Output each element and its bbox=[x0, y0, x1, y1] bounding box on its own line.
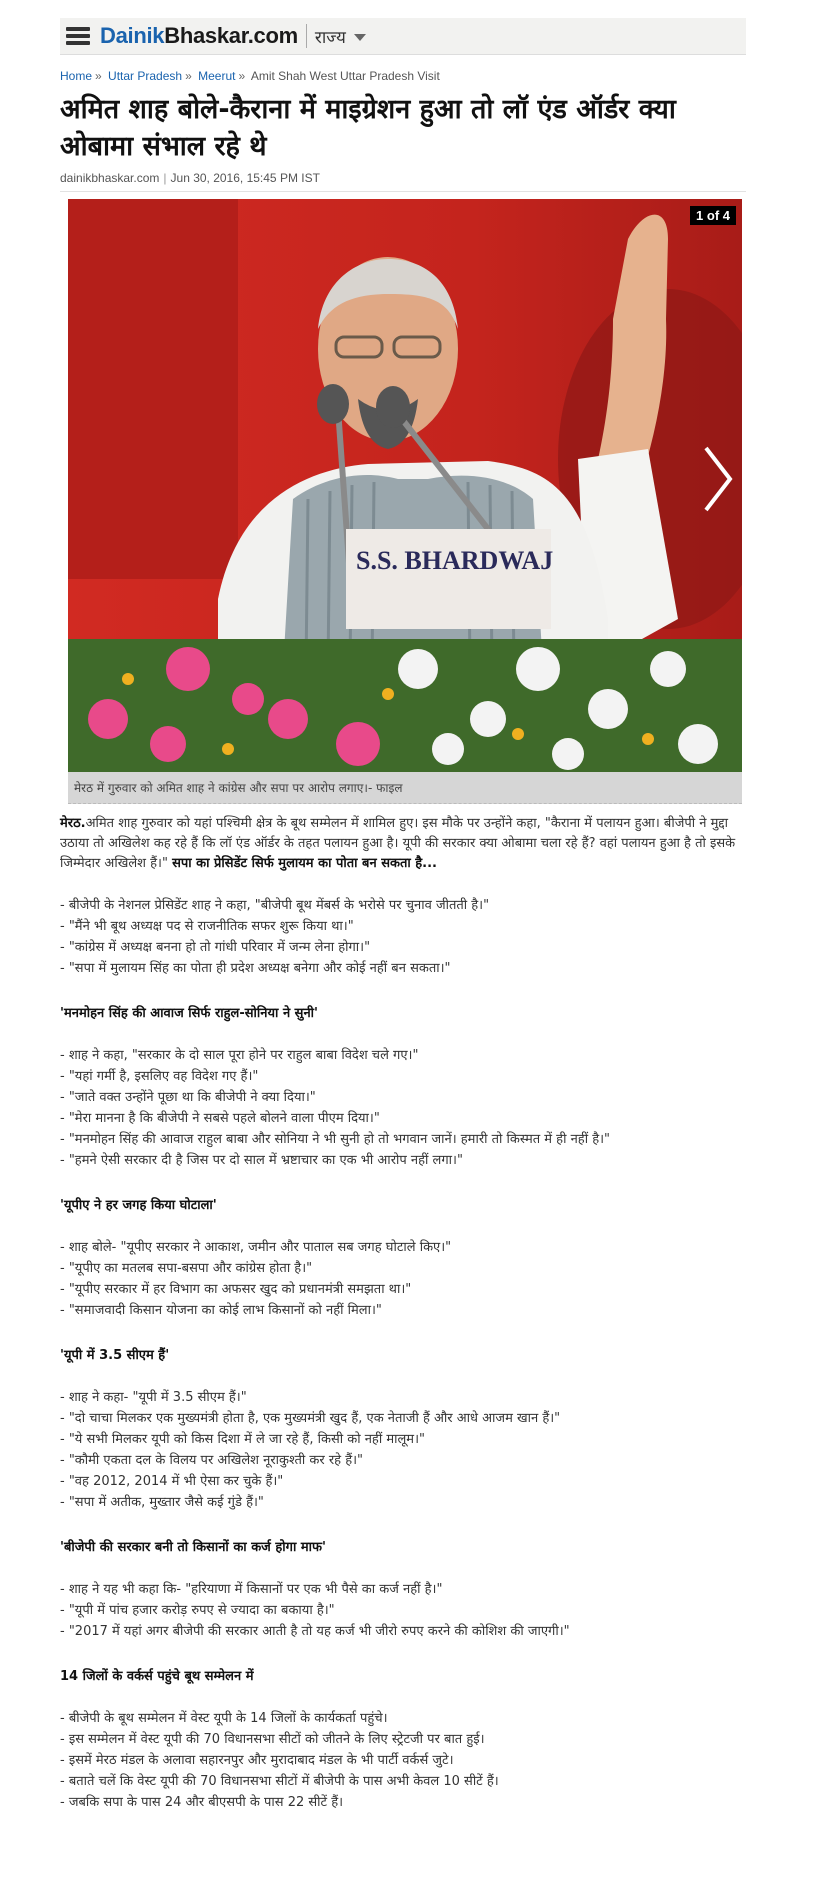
list-item: - "यूपीए सरकार में हर विभाग का अफसर खुद को प्रधानमंत्री समझता था।" bbox=[60, 1279, 746, 1300]
section-points bbox=[60, 1045, 746, 1171]
image-counter: 1 of 4 bbox=[690, 206, 736, 225]
list-item: - "कौमी एकता दल के विलय पर अखिलेश नूराकुश्ती कर रहे हैं।" bbox=[60, 1450, 746, 1471]
section-points bbox=[60, 1387, 746, 1513]
section-points bbox=[60, 1579, 746, 1642]
article-date: Jun 30, 2016, 15:45 PM IST bbox=[170, 171, 320, 185]
list-item: - बताते चलें कि वेस्ट यूपी की 70 विधानसभा सीटों में बीजेपी के पास अभी केवल 10 सीटें हैं। bbox=[60, 1771, 746, 1792]
photo-caption: मेरठ में गुरुवार को अमित शाह ने कांग्रेस और सपा पर आरोप लगाए।- फाइल bbox=[68, 772, 742, 804]
article-title: अमित शाह बोले-कैराना में माइग्रेशन हुआ तो लॉ एंड ऑर्डर क्या ओबामा संभाल रहे थे bbox=[60, 94, 676, 162]
section-heading: 'यूपी में 3.5 सीएम हैं' bbox=[60, 1348, 170, 1363]
list-item: - "मेरा मानना है कि बीजेपी ने सबसे पहले बोलने वाला पीएम दिया।" bbox=[60, 1108, 746, 1129]
list-item: - "दो चाचा मिलकर एक मुख्यमंत्री होता है, एक मुख्यमंत्री खुद हैं, एक नेताजी हैं और आधे आजम खान हैं।" bbox=[60, 1408, 746, 1429]
article-meta: dainikbhaskar.com | Jun 30, 2016, 15:45 PM IST bbox=[60, 171, 746, 192]
list-item: - "यहां गर्मी है, इसलिए वह विदेश गए हैं।" bbox=[60, 1066, 746, 1087]
article-photo[interactable] bbox=[68, 199, 742, 772]
page bbox=[60, 18, 746, 1813]
chevron-down-icon bbox=[354, 34, 366, 41]
state-dropdown[interactable] bbox=[315, 25, 366, 48]
photo-illustration bbox=[68, 199, 742, 772]
section-points bbox=[60, 1708, 746, 1813]
top-bar bbox=[60, 18, 746, 55]
list-item: - शाह ने यह भी कहा कि- "हरियाणा में किसानों पर एक भी पैसे का कर्ज नहीं है।" bbox=[60, 1579, 746, 1600]
state-label: राज्य bbox=[314, 27, 346, 48]
list-item: - "यूपी में पांच हजार करोड़ रुपए से ज्यादा का बकाया है।" bbox=[60, 1600, 746, 1621]
section-heading: 'मनमोहन सिंह की आवाज सिर्फ राहुल-सोनिया ने सुनी' bbox=[60, 1006, 319, 1021]
breadcrumb: Home » Uttar Pradesh » Meerut » Amit Shah West Uttar Pradesh Visit bbox=[60, 69, 440, 83]
menu-icon[interactable] bbox=[66, 27, 90, 45]
list-item: - "मैंने भी बूथ अध्यक्ष पद से राजनीतिक सफर शुरू किया था।" bbox=[60, 916, 746, 937]
list-item: - "वह 2012, 2014 में भी ऐसा कर चुके हैं।" bbox=[60, 1471, 746, 1492]
section-heading: 'यूपीए ने हर जगह किया घोटाला' bbox=[60, 1198, 217, 1213]
list-item: - "सपा में मुलायम सिंह का पोता ही प्रदेश अध्यक्ष बनेगा और कोई नहीं बन सकता।" bbox=[60, 958, 746, 979]
list-item: - "कांग्रेस में अध्यक्ष बनना हो तो गांधी परिवार में जन्म लेना होगा।" bbox=[60, 937, 746, 958]
list-item: - बीजेपी के बूथ सम्मेलन में वेस्ट यूपी के 14 जिलों के कार्यकर्ता पहुंचे। bbox=[60, 1708, 746, 1729]
section-heading: 'बीजेपी की सरकार बनी तो किसानों का कर्ज होगा माफ' bbox=[60, 1540, 326, 1555]
list-item: - जबकि सपा के पास 24 और बीएसपी के पास 22 सीटें हैं। bbox=[60, 1792, 746, 1813]
site-logo[interactable]: DainikBhaskar.com bbox=[100, 23, 298, 48]
lead-text: अमित शाह गुरुवार को यहां पश्चिमी क्षेत्र के बूथ सम्मेलन में शामिल हुए। इस मौके पर उन्होंने कहा, "कैराना में पलायन हुआ। बीजेपी ने मुद्दा उठाया तो अखिलेश कह रहे हैं कि लॉ एंड ऑर्डर के तहत पलायन हुआ है। यूपी की सरकार क्या ओबामा चला रहे हैं? वहां पलायन हुआ है तो इसके जिम्मेदार अखिलेश हैं।" bbox=[60, 816, 736, 871]
lead-link[interactable]: सपा का प्रेसिडेंट सिर्फ मुलायम का पोता बन सकता है... bbox=[172, 856, 437, 871]
section-points bbox=[60, 1237, 746, 1321]
section-heading: 14 जिलों के वर्कर्स पहुंचे बूथ सम्मेलन में bbox=[60, 1669, 254, 1684]
list-item: - इस सम्मेलन में वेस्ट यूपी की 70 विधानसभा सीटों को जीतने के लिए स्ट्रेटजी पर बात हुई। bbox=[60, 1729, 746, 1750]
next-image-arrow-icon[interactable] bbox=[700, 444, 734, 514]
list-item: - शाह बोले- "यूपीए सरकार ने आकाश, जमीन और पाताल सब जगह घोटाले किए।" bbox=[60, 1237, 746, 1258]
article-source: dainikbhaskar.com bbox=[60, 171, 160, 185]
breadcrumb-meerut[interactable]: Meerut bbox=[198, 69, 236, 83]
list-item: - इसमें मेरठ मंडल के अलावा सहारनपुर और मुरादाबाद मंडल के भी पार्टी वर्कर्स जुटे। bbox=[60, 1750, 746, 1771]
list-item: - शाह ने कहा, "सरकार के दो साल पूरा होने पर राहुल बाबा विदेश चले गए।" bbox=[60, 1045, 746, 1066]
list-item: - "समाजवादी किसान योजना का कोई लाभ किसानों को नहीं मिला।" bbox=[60, 1300, 746, 1321]
list-item: - "2017 में यहां अगर बीजेपी की सरकार आती है तो यह कर्ज भी जीरो रुपए करने की कोशिश की जाएगी।" bbox=[60, 1621, 746, 1642]
list-item: - "हमने ऐसी सरकार दी है जिस पर दो साल में भ्रष्टाचार का एक भी आरोप नहीं लगा।" bbox=[60, 1150, 746, 1171]
list-item: - बीजेपी के नेशनल प्रेसिडेंट शाह ने कहा, "बीजेपी बूथ मेंबर्स के भरोसे पर चुनाव जीतती है।" bbox=[60, 895, 746, 916]
podium-text: S.S. BHARDWAJ bbox=[356, 546, 554, 575]
list-item: - "सपा में अतीक, मुख्तार जैसे कई गुंडे हैं।" bbox=[60, 1492, 746, 1513]
divider bbox=[306, 24, 307, 48]
intro-points bbox=[60, 895, 746, 979]
list-item: - शाह ने कहा- "यूपी में 3.5 सीएम हैं।" bbox=[60, 1387, 746, 1408]
list-item: - "यूपीए का मतलब सपा-बसपा और कांग्रेस होता है।" bbox=[60, 1258, 746, 1279]
breadcrumb-home[interactable]: Home bbox=[60, 69, 93, 83]
article-lead bbox=[60, 814, 746, 874]
list-item: - "ये सभी मिलकर यूपी को किस दिशा में ले जा रहे हैं, किसी को नहीं मालूम।" bbox=[60, 1429, 746, 1450]
list-item: - "मनमोहन सिंह की आवाज राहुल बाबा और सोनिया ने भी सुनी हो तो भगवान जानें। हमारी तो किस्मत में ही नहीं है।" bbox=[60, 1129, 746, 1150]
breadcrumb-current: Amit Shah West Uttar Pradesh Visit bbox=[250, 69, 440, 83]
list-item: - "जाते वक्त उन्होंने पूछा था कि बीजेपी ने क्या दिया।" bbox=[60, 1087, 746, 1108]
dateline: मेरठ. bbox=[60, 816, 86, 831]
breadcrumb-uttar-pradesh[interactable]: Uttar Pradesh bbox=[108, 69, 183, 83]
